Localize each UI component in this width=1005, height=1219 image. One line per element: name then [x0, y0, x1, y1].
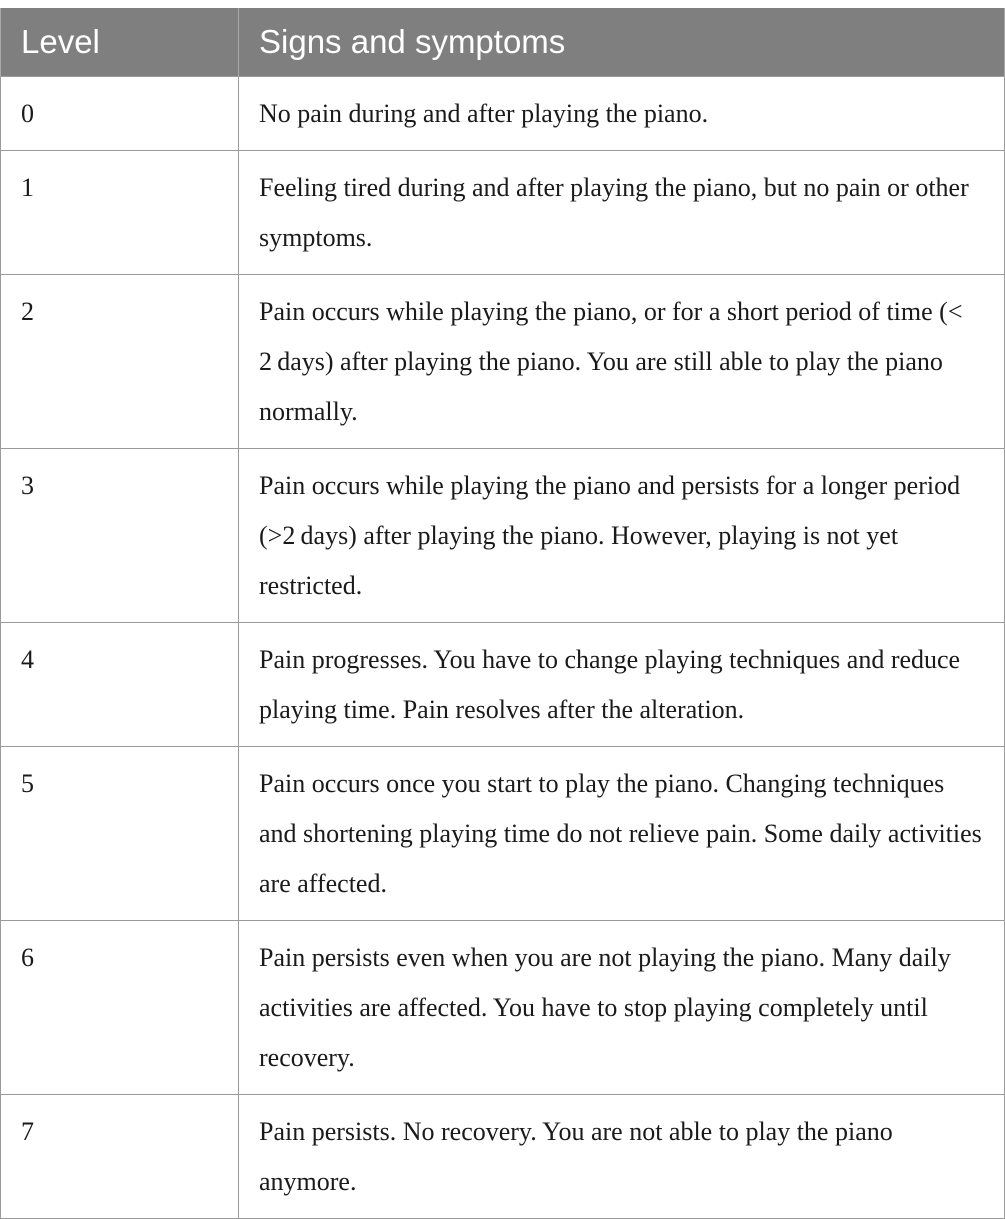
level-cell: 0: [1, 76, 239, 150]
table-body: [1, 76, 1005, 1218]
table-row: [1, 746, 1005, 920]
table-row: [1, 622, 1005, 746]
symptoms-cell: Pain progresses. You have to change playing techniques and reduce playing time. Pain resolves after the alteration.: [239, 622, 1005, 746]
level-cell: 6: [1, 920, 239, 1094]
column-header-level: Level: [1, 8, 239, 76]
table-row: [1, 920, 1005, 1094]
level-cell: 7: [1, 1094, 239, 1218]
table-row: [1, 274, 1005, 448]
symptoms-cell: Pain persists. No recovery. You are not able to play the piano anymore.: [239, 1094, 1005, 1218]
table-row: [1, 448, 1005, 622]
table-row: [1, 1094, 1005, 1218]
table-row: [1, 76, 1005, 150]
table-row: [1, 150, 1005, 274]
pain-level-table: [0, 8, 1005, 1219]
symptoms-cell: Pain occurs while playing the piano, or for a short period of time (< 2 days) after playing the piano. You are still able to play the piano normally.: [239, 274, 1005, 448]
pain-level-table-container: [0, 8, 1004, 1219]
symptoms-cell: Pain occurs once you start to play the piano. Changing techniques and shortening playing time do not relieve pain. Some daily activities are affected.: [239, 746, 1005, 920]
header-row: [1, 8, 1005, 76]
level-cell: 5: [1, 746, 239, 920]
table-header: [1, 8, 1005, 76]
symptoms-cell: Pain persists even when you are not playing the piano. Many daily activities are affected. You have to stop playing completely until recovery.: [239, 920, 1005, 1094]
symptoms-cell: Pain occurs while playing the piano and persists for a longer period (>2 days) after playing the piano. However, playing is not yet restricted.: [239, 448, 1005, 622]
symptoms-cell: Feeling tired during and after playing the piano, but no pain or other symptoms.: [239, 150, 1005, 274]
level-cell: 1: [1, 150, 239, 274]
column-header-signs-and-symptoms: Signs and symptoms: [239, 8, 1005, 76]
level-cell: 4: [1, 622, 239, 746]
symptoms-cell: No pain during and after playing the piano.: [239, 76, 1005, 150]
level-cell: 2: [1, 274, 239, 448]
level-cell: 3: [1, 448, 239, 622]
